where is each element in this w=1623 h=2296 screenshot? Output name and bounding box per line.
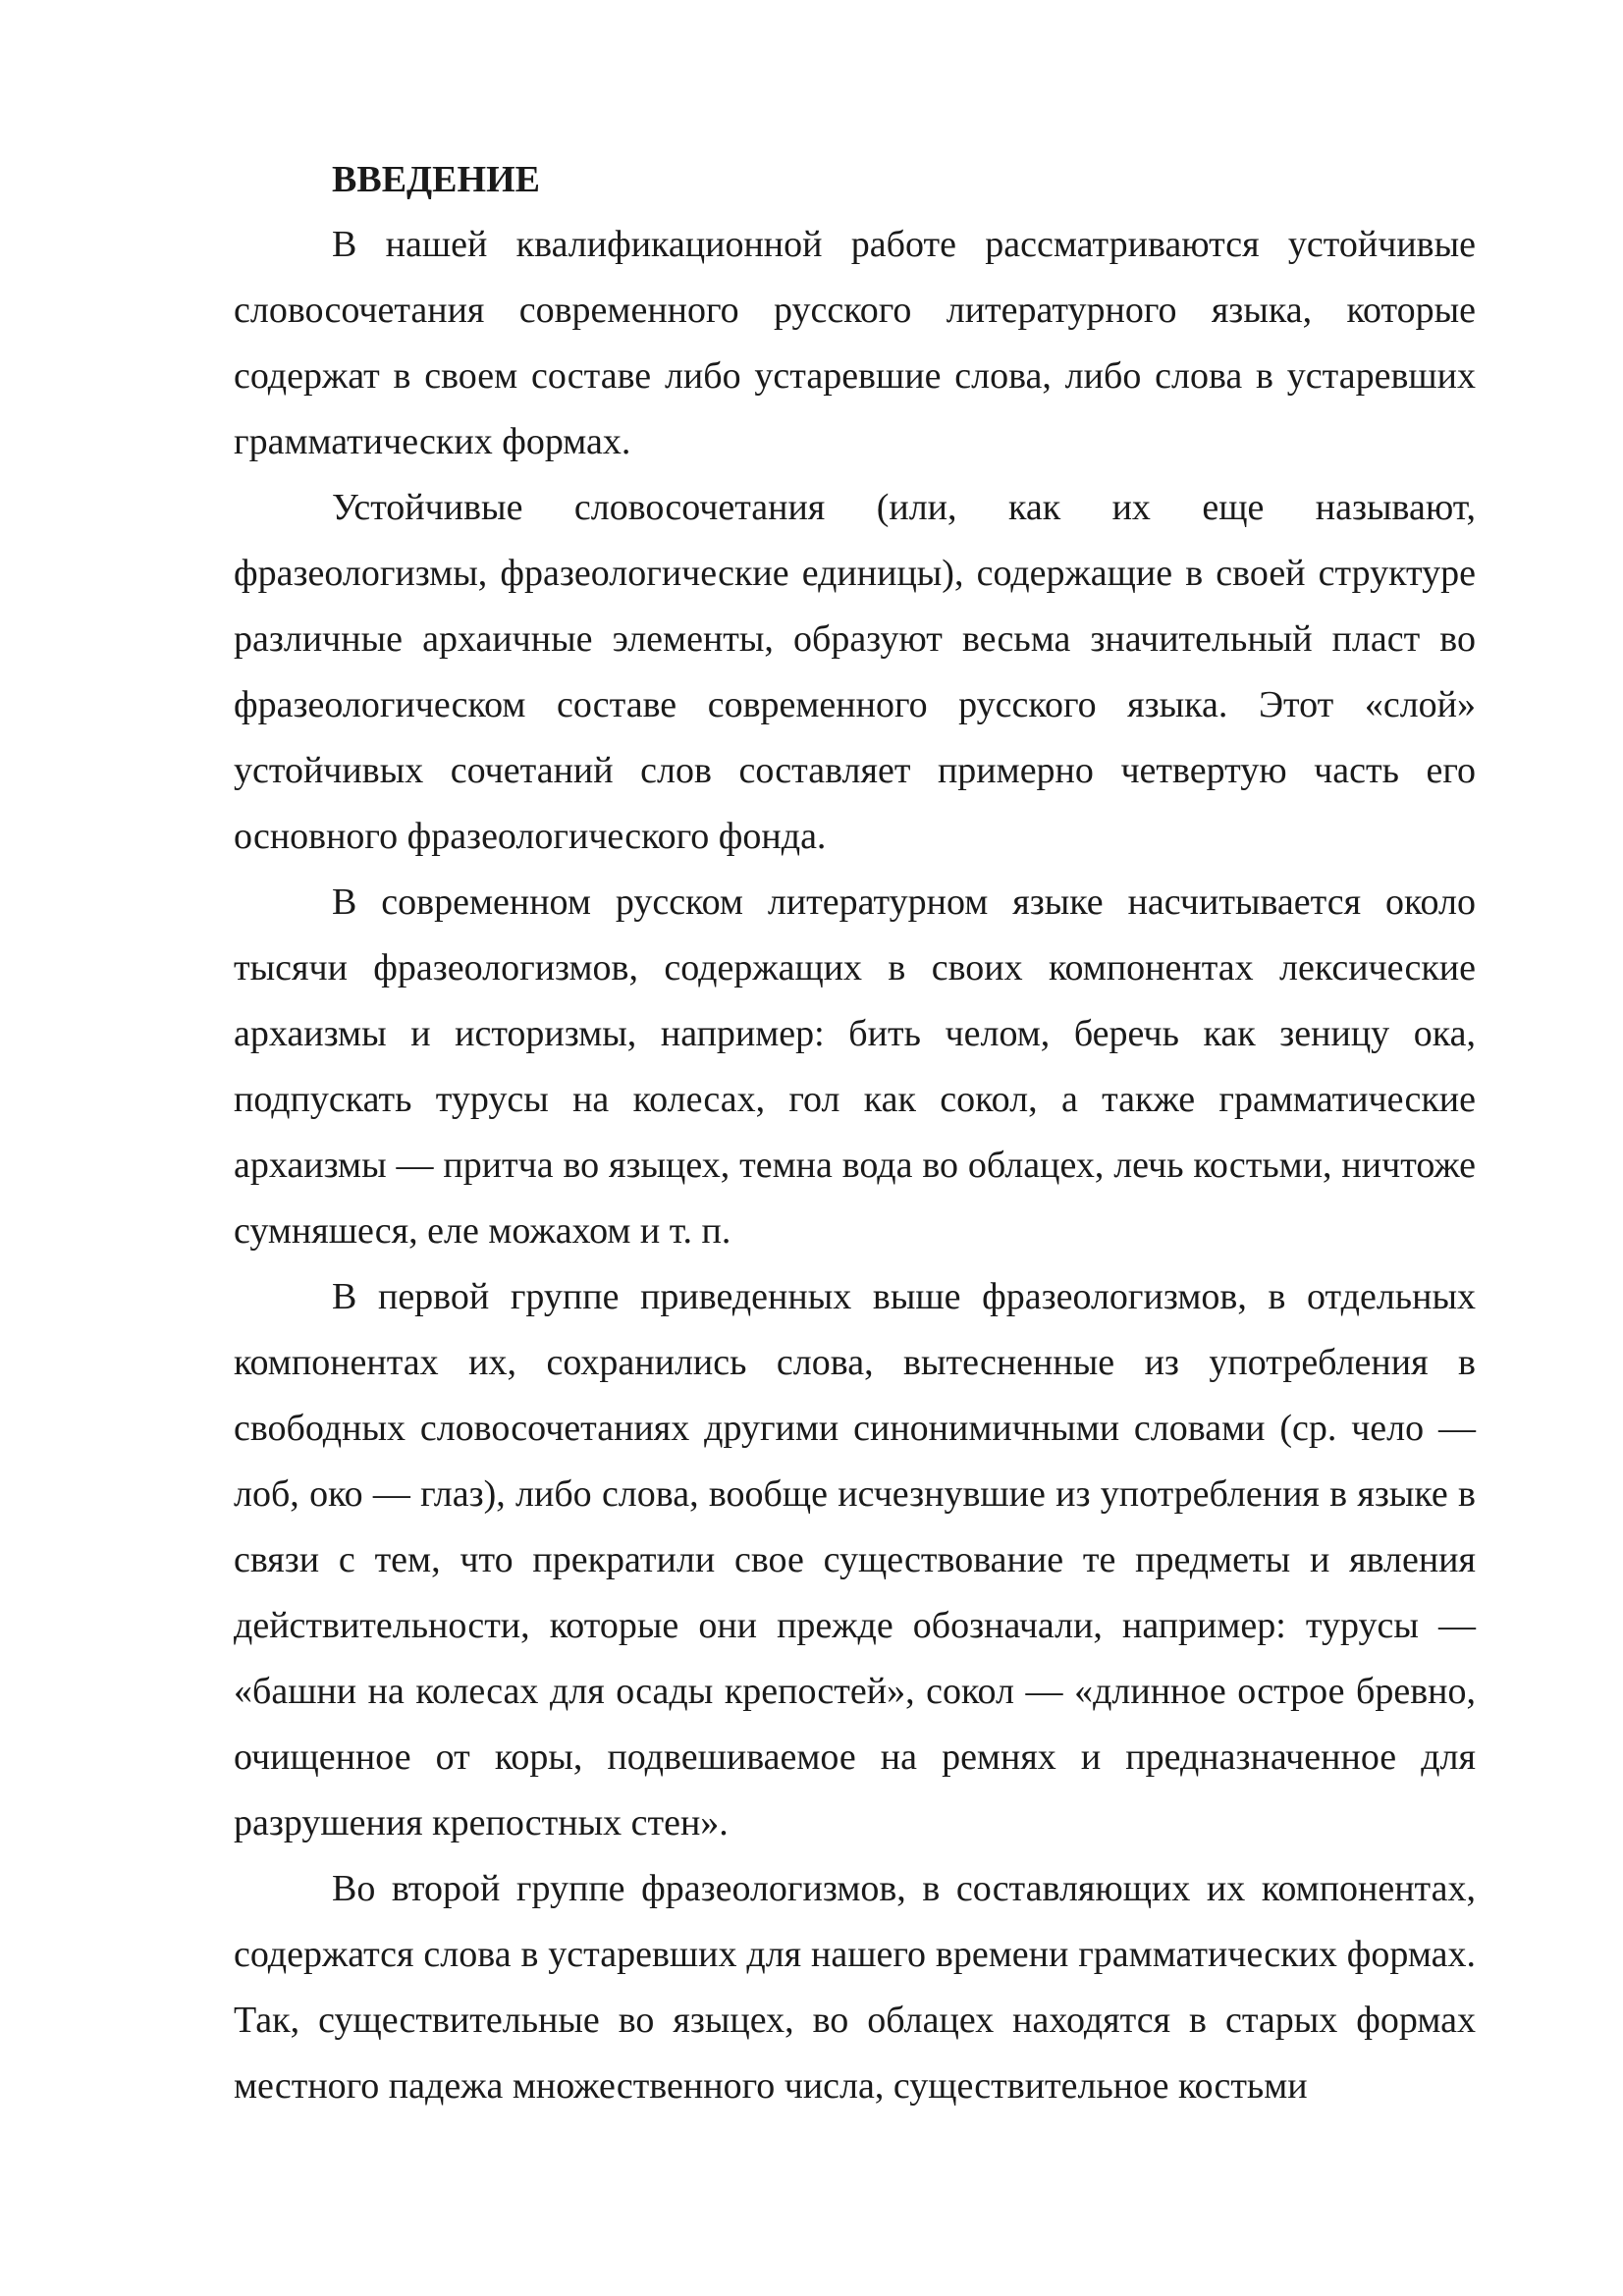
document-page xyxy=(234,147,1476,2119)
paragraph-3: В современном русском литературном языке насчитывается около тысячи фразеологизмов, содержащих в своих компонентах лексические архаизмы и историзмы, например: бить челом, беречь как зеницу ока, подпускать турусы на колесах, гол как сокол, а также грамматические архаизмы — притча во языцех, темна вода во облацех, лечь костьми, ничтоже сумняшеся, еле можахом и т. п. xyxy=(234,881,1476,1252)
paragraph-2: Устойчивые словосочетания (или, как их еще называют, фразеологизмы, фразеологические единицы), содержащие в своей структуре различные архаичные элементы, образуют весьма значительный пласт во фразеологическом составе современного русского языка. Этот «слой» устойчивых сочетаний слов составляет примерно четвертую часть его основного фразеологического фонда. xyxy=(234,487,1476,857)
paragraph-4: В первой группе приведенных выше фразеологизмов, в отдельных компонентах их, сохранились слова, вытесненные из употребления в свободных словосочетаниях другими синонимичными словами (ср. чело — лоб, око — глаз), либо слова, вообще исчезнувшие из употребления в языке в связи с тем, что прекратили свое существование те предметы и явления действительности, которые они прежде обозначали, например: турусы — «башни на колесах для осады крепостей», сокол — «длинное острое бревно, очищенное от коры, подвешиваемое на ремнях и предназначенное для разрушения крепостных стен». xyxy=(234,1276,1476,1843)
paragraph-5: Во второй группе фразеологизмов, в составляющих их компонентах, содержатся слова в устаревших для нашего времени грамматических формах. Так, существительные во языцех, во облацех находятся в старых формах местного падежа множественного числа, существительное костьми xyxy=(234,1868,1476,2107)
section-heading: ВВЕДЕНИЕ xyxy=(332,159,540,200)
paragraph-1: В нашей квалификационной работе рассматриваются устойчивые словосочетания современного русского литературного языка, которые содержат в своем составе либо устаревшие слова, либо слова в устаревших грамматических формах. xyxy=(234,224,1476,462)
